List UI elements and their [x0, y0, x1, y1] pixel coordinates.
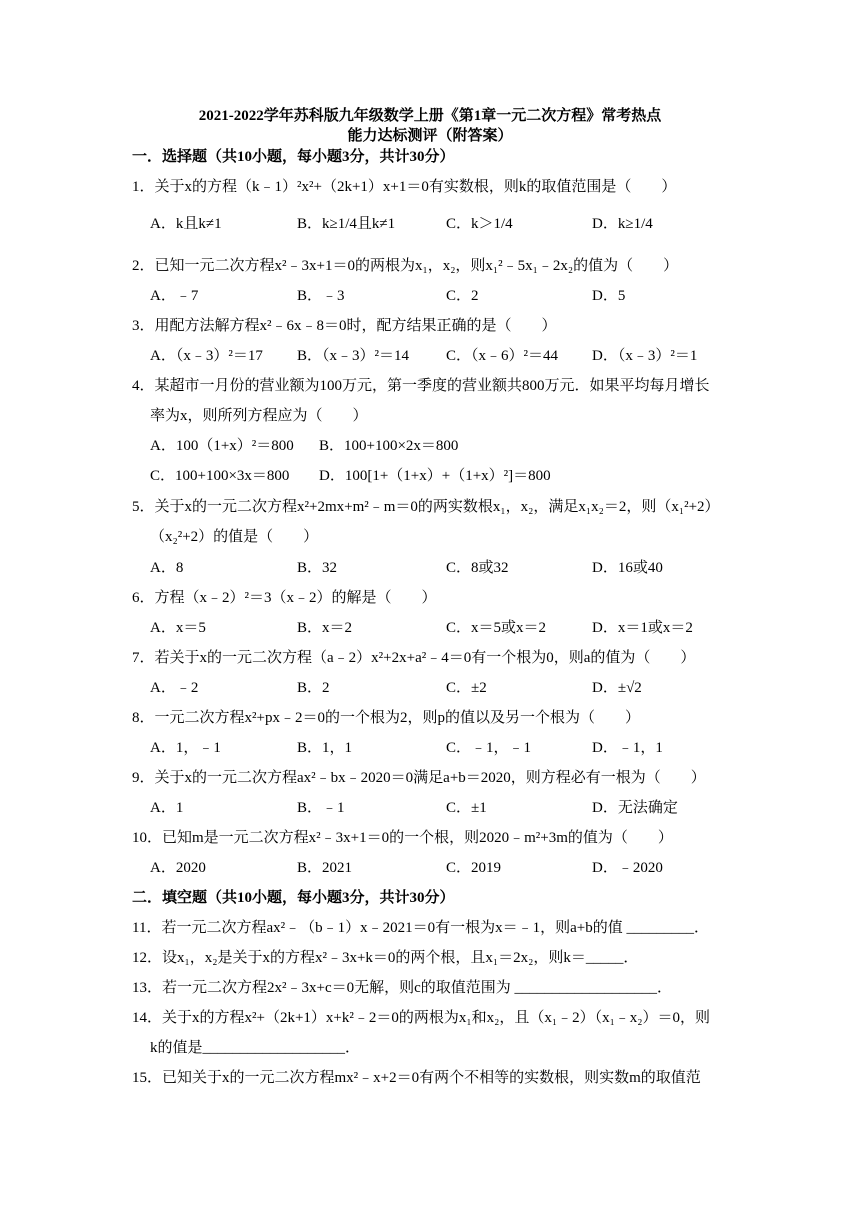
question-10-option-c: C．2019	[446, 860, 502, 876]
question-9-option-a: A．1	[150, 800, 184, 816]
question-6-option-d: D．x＝1或x＝2	[592, 620, 693, 636]
question-5-option-b: B．32	[297, 560, 338, 576]
question-10-option-d: D．﹣2020	[592, 860, 663, 876]
doc-title-line1: 2021-2022学年苏科版九年级数学上册《第1章一元二次方程》常考热点	[198, 108, 662, 124]
question-4-option-b: B．100+100×2x＝800	[319, 438, 459, 454]
question-5-stem-line2: （x₂²+2）的值是（ ）	[150, 529, 319, 545]
question-12: 12．设x₁，x₂是关于x的方程x²﹣3x+k＝0的两个根，且x₁＝2x₂，则k＝_____．	[132, 950, 639, 966]
question-3-stem: 3．用配方法解方程x²﹣6x﹣8＝0时，配方结果正确的是（ ）	[132, 318, 557, 334]
section-heading-choice: 一．选择题（共10小题，每小题3分，共计30分）	[132, 149, 455, 165]
question-2-stem: 2．已知一元二次方程x²﹣3x+1＝0的两根为x₁，x₂，则x₁²﹣5x₁﹣2x₂的值为（ ）	[132, 258, 679, 274]
question-3-option-a: A．（x﹣3）²＝17	[150, 348, 263, 364]
question-5-stem-line1: 5．关于x的一元二次方程x²+2mx+m²﹣m＝0的两实数根x₁，x₂，满足x₁x₂＝2，则（x₁²+2）	[132, 499, 720, 515]
doc-title-line2: 能力达标测评（附答案）	[347, 128, 513, 144]
question-4-option-c: C．100+100×3x＝800	[150, 468, 290, 484]
question-2-option-a: A．﹣7	[150, 288, 199, 304]
question-1-option-a: A．k且k≠1	[150, 216, 222, 232]
question-14-line1: 14．关于x的方程x²+（2k+1）x+k²﹣2＝0的两根为x₁和x₂，且（x₁﹣2）（x₁﹣x₂）＝0，则	[132, 1010, 711, 1026]
question-13: 13．若一元二次方程2x²﹣3x+c＝0无解，则c的取值范围为 ___________________．	[132, 980, 673, 996]
question-5-option-a: A．8	[150, 560, 184, 576]
question-8-option-d: D．﹣1，1	[592, 740, 663, 756]
question-1-option-b: B．k≥1/4且k≠1	[297, 216, 396, 232]
question-4-option-d: D．100[1+（1+x）+（1+x）²]＝800	[319, 468, 551, 484]
question-2-option-c: C．2	[446, 288, 479, 304]
question-6-option-c: C．x＝5或x＝2	[446, 620, 547, 636]
question-1-option-d: D．k≥1/4	[592, 216, 653, 232]
question-9-stem: 9．关于x的一元二次方程ax²﹣bx﹣2020＝0满足a+b＝2020，则方程必有一根为（ ）	[132, 770, 706, 786]
question-6-option-b: B．x＝2	[297, 620, 353, 636]
question-7-option-a: A．﹣2	[150, 680, 199, 696]
question-4-option-a: A．100（1+x）²＝800	[150, 438, 294, 454]
question-1-stem: 1．关于x的方程（k﹣1）²x²+（2k+1）x+1＝0有实数根，则k的取值范围是（ ）	[132, 179, 677, 195]
question-9-option-c: C．±1	[446, 800, 487, 816]
question-6-option-a: A．x＝5	[150, 620, 206, 636]
question-5-option-c: C．8或32	[446, 560, 509, 576]
question-8-option-c: C．﹣1，﹣1	[446, 740, 532, 756]
question-7-option-d: D．±√2	[592, 680, 642, 696]
question-2-option-d: D．5	[592, 288, 626, 304]
section-heading-fill: 二．填空题（共10小题，每小题3分，共计30分）	[132, 890, 455, 906]
question-9-option-d: D．无法确定	[592, 800, 678, 816]
question-10-stem: 10．已知m是一元二次方程x²﹣3x+1＝0的一个根，则2020﹣m²+3m的值为（ ）	[132, 830, 673, 846]
question-8-option-a: A．1，﹣1	[150, 740, 221, 756]
question-3-option-b: B．（x﹣3）²＝14	[297, 348, 410, 364]
question-3-option-d: D．（x﹣3）²＝1	[592, 348, 698, 364]
question-4-stem-line1: 4．某超市一月份的营业额为100万元，第一季度的营业额共800万元．如果平均每月增长	[132, 378, 710, 394]
question-1-option-c: C．k＞1/4	[446, 216, 513, 232]
question-2-option-b: B．﹣3	[297, 288, 345, 304]
question-7-stem: 7．若关于x的一元二次方程（a﹣2）x²+2x+a²﹣4＝0有一个根为0，则a的值为（ ）	[132, 650, 696, 666]
question-8-stem: 8．一元二次方程x²+px﹣2＝0的一个根为2，则p的值以及另一个根为（ ）	[132, 710, 640, 726]
question-10-option-b: B．2021	[297, 860, 353, 876]
question-6-stem: 6．方程（x﹣2）²＝3（x﹣2）的解是（ ）	[132, 590, 437, 606]
question-5-option-d: D．16或40	[592, 560, 663, 576]
question-8-option-b: B．1，1	[297, 740, 353, 756]
question-4-stem-line2: 率为x，则所列方程应为（ ）	[150, 408, 368, 424]
question-7-option-c: C．±2	[446, 680, 487, 696]
question-11: 11．若一元二次方程ax²﹣（b﹣1）x﹣2021＝0有一根为x＝﹣1，则a+b的值 _________．	[132, 920, 709, 936]
question-14-line2: k的值是___________________．	[150, 1040, 361, 1056]
question-10-option-a: A．2020	[150, 860, 206, 876]
question-9-option-b: B．﹣1	[297, 800, 345, 816]
question-15: 15．已知关于x的一元二次方程mx²﹣x+2＝0有两个不相等的实数根，则实数m的取值范	[132, 1070, 701, 1086]
question-3-option-c: C．（x﹣6）²＝44	[446, 348, 559, 364]
question-7-option-b: B．2	[297, 680, 330, 696]
